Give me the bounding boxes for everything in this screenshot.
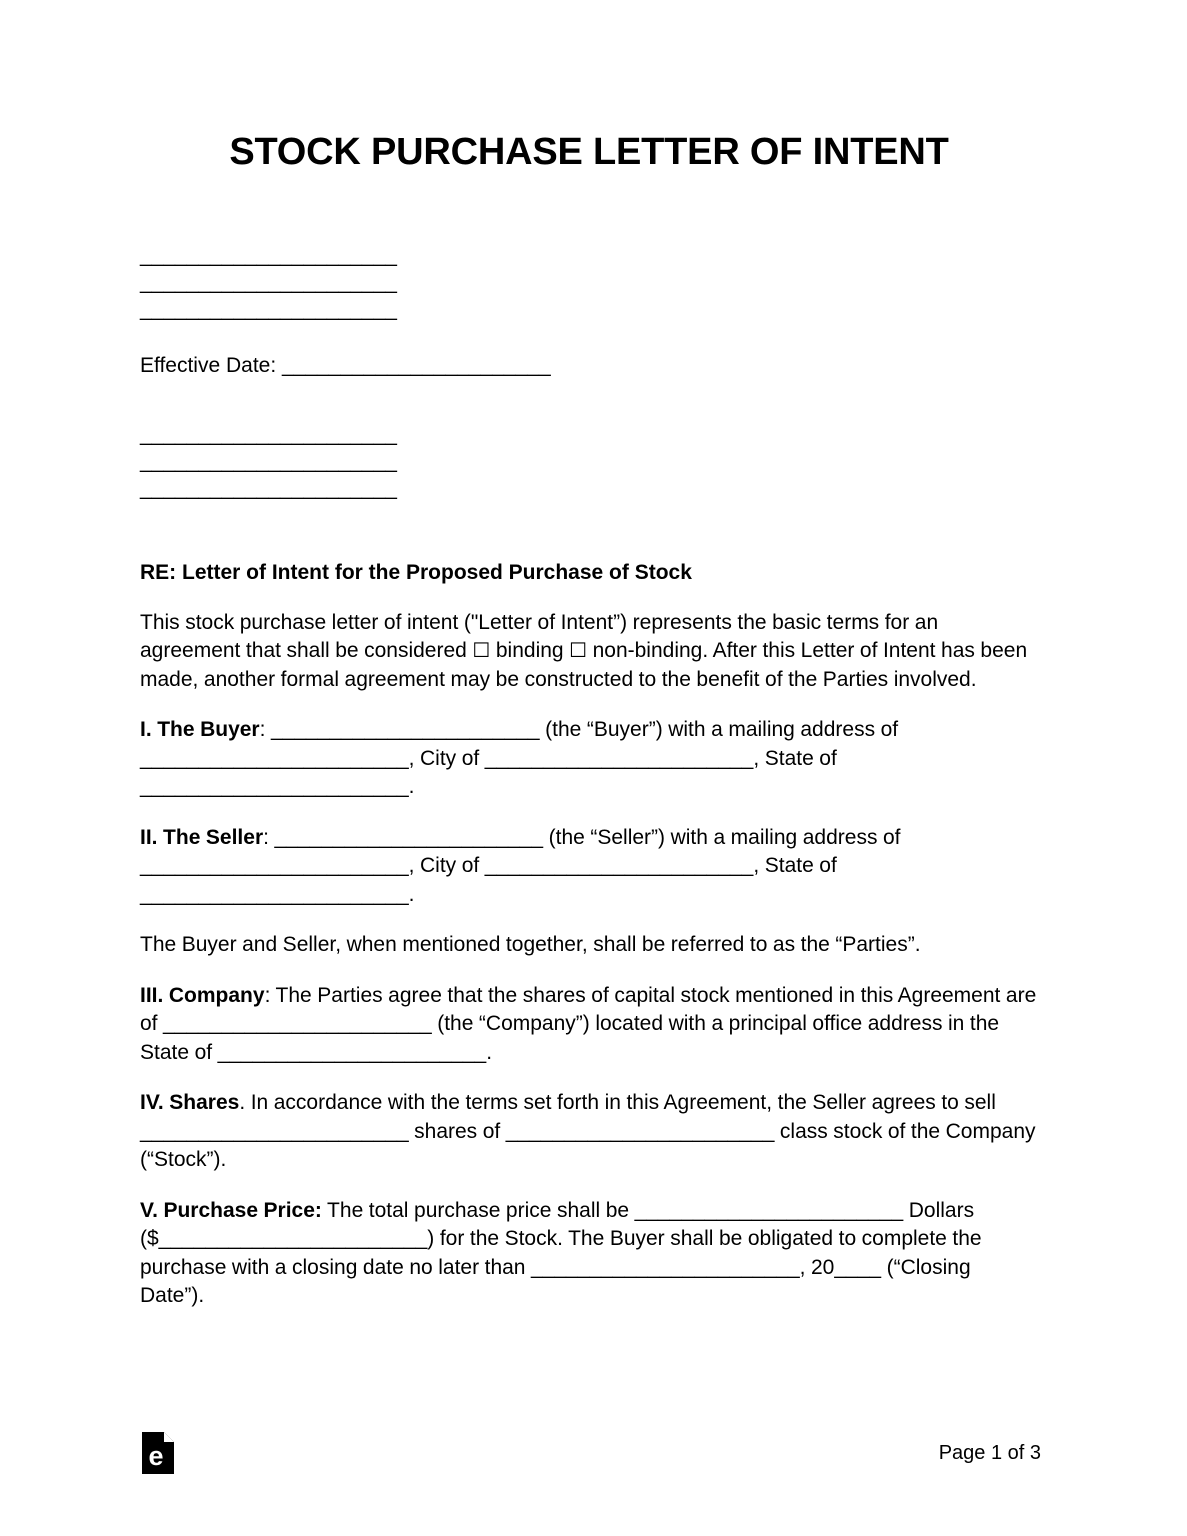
option-non-binding-label: non-binding. After this Letter of Intent has been made, another formal agreement may be constructed to the benefit of the Parties involved. <box>140 639 1028 691</box>
section-seller <box>140 802 1038 910</box>
effective-date-blank: _______________________ <box>282 353 551 377</box>
blank-line: ______________________ <box>140 243 397 267</box>
section-purchase-price-heading: V. Purchase Price: <box>140 1198 322 1222</box>
intro-text-part1: This stock purchase letter of intent ("Letter of Intent”) represents the basic terms for an agreement that shall be considered <box>140 610 939 663</box>
section-buyer <box>140 694 1038 802</box>
section-seller-heading: II. The Seller <box>140 825 264 849</box>
intro-paragraph <box>140 587 1038 695</box>
option-binding-label: binding <box>490 639 570 663</box>
blank-line: ______________________ <box>140 270 397 294</box>
section-shares <box>140 1067 1038 1175</box>
blank-line: ______________________ <box>140 422 397 446</box>
parties-paragraph: The Buyer and Seller, when mentioned together, shall be referred to as the “Parties”. <box>140 933 921 957</box>
re-heading: RE: Letter of Intent for the Proposed Purchase of Stock <box>140 560 692 584</box>
section-purchase-price-text: The total purchase price shall be _______________________ Dollars ($_______________________) for the Stock. The Buyer shall be obligated to complete the purchase with a closing date no later than _______________________, 20____ (“Closing Date”). <box>140 1198 982 1308</box>
effective-date-field <box>140 323 1038 379</box>
checkbox-binding-icon[interactable]: ☐ <box>472 640 491 663</box>
section-purchase-price <box>140 1175 1038 1311</box>
section-seller-text: : _______________________ (the “Seller”) with a mailing address of _______________________, City of _______________________, State of _______________________. <box>140 825 901 906</box>
blank-line: ______________________ <box>140 297 397 321</box>
section-buyer-text: : _______________________ (the “Buyer”) with a mailing address of _______________________, City of _______________________, State of _______________________. <box>140 718 899 799</box>
page-number: Page 1 of 3 <box>938 1442 1041 1464</box>
section-company-heading: III. Company <box>140 983 265 1007</box>
document-body <box>140 0 1038 1311</box>
page-title: STOCK PURCHASE LETTER OF INTENT <box>229 131 949 173</box>
section-buyer-heading: I. The Buyer <box>140 718 260 742</box>
checkbox-non-binding-icon[interactable]: ☐ <box>569 640 588 663</box>
eforms-logo-icon <box>142 1432 174 1474</box>
effective-date-label: Effective Date: <box>140 353 283 377</box>
section-company <box>140 960 1038 1068</box>
blank-line: ______________________ <box>140 449 397 473</box>
recipient-address-block-1 <box>140 174 1038 323</box>
section-company-text: : The Parties agree that the shares of capital stock mentioned in this Agreement are of _______________________ (the “Company”) located with a principal office address in the State of _______________________. <box>140 983 1037 1064</box>
recipient-address-block-2 <box>140 379 1038 502</box>
section-shares-heading: IV. Shares <box>140 1091 240 1115</box>
svg-text:e: e <box>148 1441 164 1471</box>
blank-line: ______________________ <box>140 476 397 500</box>
page-footer <box>140 1428 1047 1488</box>
section-shares-text: . In accordance with the terms set forth in this Agreement, the Seller agrees to sell _______________________ shares of _______________________ class stock of the Company (“Stock”). <box>140 1091 1036 1172</box>
